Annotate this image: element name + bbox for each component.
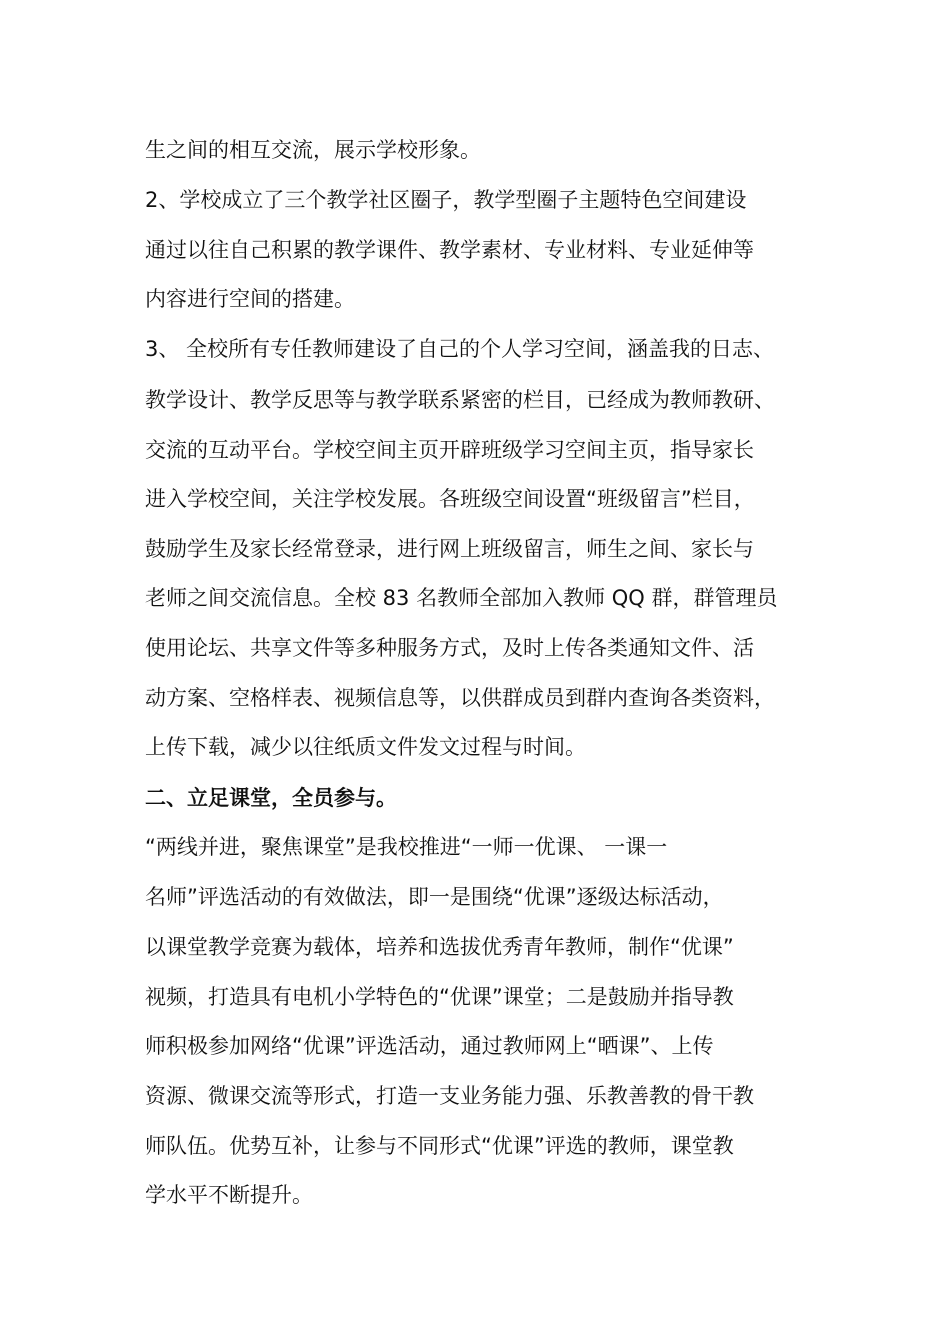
- text-line: 进入学校空间，关注学校发展。各班级空间设置“班级留言”栏目，: [145, 487, 755, 511]
- text-line: 名师”评选活动的有效做法，即一是围绕“优课”逐级达标活动，: [145, 885, 724, 909]
- text-line: 老师之间交流信息。全校 83 名教师全部加入教师 QQ 群，群管理员: [145, 586, 778, 610]
- text-line: 上传下载，减少以往纸质文件发文过程与时间。: [145, 735, 586, 759]
- text-line: 通过以往自己积累的教学课件、教学素材、专业材料、专业延伸等: [145, 238, 754, 262]
- text-line: 资源、微课交流等形式，打造一支业务能力强、乐教善教的骨干教: [145, 1084, 754, 1108]
- text-line: 交流的互动平台。学校空间主页开辟班级学习空间主页，指导家长: [145, 438, 754, 462]
- text-line: 使用论坛、共享文件等多种服务方式，及时上传各类通知文件、活: [145, 636, 754, 660]
- text-line: 教学设计、教学反思等与教学联系紧密的栏目，已经成为教师教研、: [145, 388, 775, 412]
- text-line: 生之间的相互交流，展示学校形象。: [145, 138, 481, 162]
- text-line: 以课堂教学竞赛为载体，培养和选拔优秀青年教师，制作“优课”: [145, 935, 734, 959]
- section-heading: 二、立足课堂，全员参与。: [145, 786, 397, 810]
- text-line: 师队伍。优势互补，让参与不同形式“优课”评选的教师，课堂教: [145, 1134, 734, 1158]
- text-line: 师积极参加网络“优课”评选活动，通过教师网上“晒课”、上传: [145, 1034, 714, 1058]
- text-line: 2、学校成立了三个教学社区圈子，教学型圈子主题特色空间建设: [145, 188, 747, 212]
- text-line: 视频，打造具有电机小学特色的“优课”课堂；二是鼓励并指导教: [145, 985, 734, 1009]
- text-line: 内容进行空间的搭建。: [145, 287, 355, 311]
- text-line: “两线并进，聚焦课堂”是我校推进“一师一优课、 一课一: [145, 835, 668, 859]
- text-line: 动方案、空格样表、视频信息等，以供群成员到群内查询各类资料，: [145, 686, 775, 710]
- text-line: 鼓励学生及家长经常登录，进行网上班级留言，师生之间、家长与: [145, 537, 754, 561]
- text-line: 3、 全校所有专任教师建设了自己的个人学习空间，涵盖我的日志、: [145, 337, 775, 361]
- text-line: 学水平不断提升。: [145, 1183, 313, 1207]
